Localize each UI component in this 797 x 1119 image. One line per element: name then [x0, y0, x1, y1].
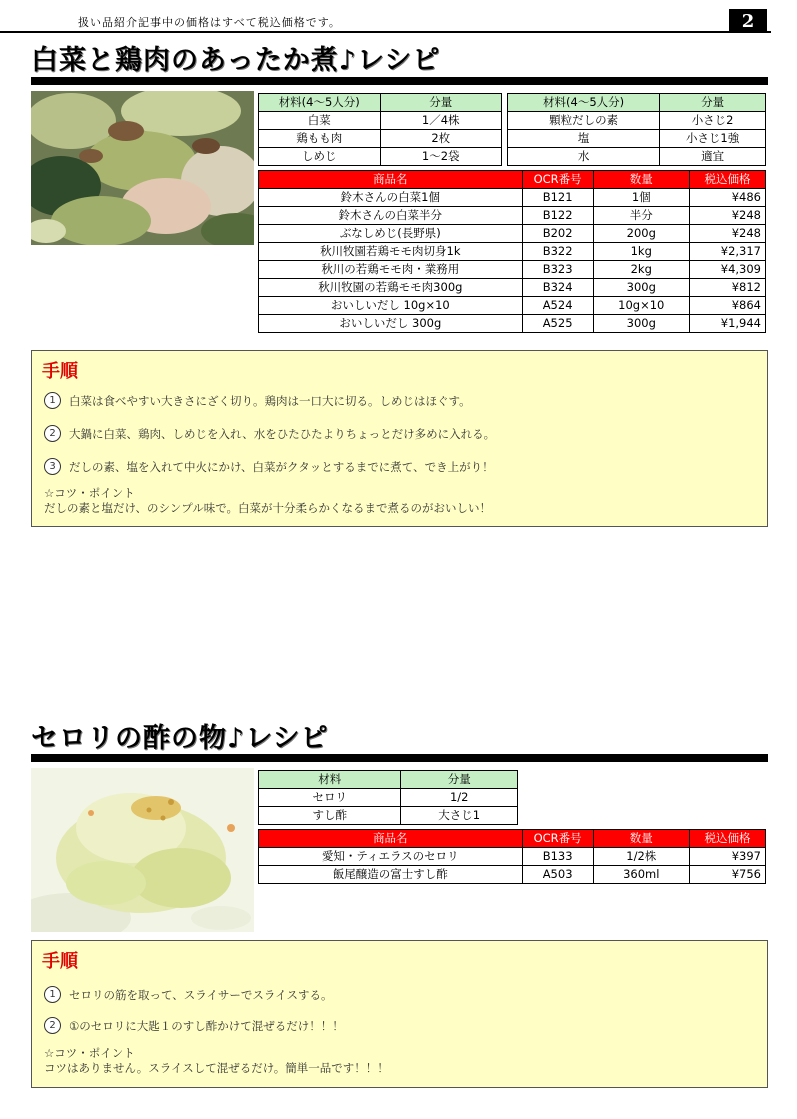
product-price: ¥4,309 — [689, 261, 765, 279]
ingredient-col-header: 材料 — [259, 771, 401, 789]
table-row — [259, 243, 766, 261]
product-price: ¥397 — [689, 848, 765, 866]
table-row — [259, 848, 766, 866]
ocr-number: B121 — [522, 189, 593, 207]
step-item — [44, 1017, 344, 1034]
step-text: 白菜は食べやすい大きさにざく切り。鶏肉は一口大に切る。しめじはほぐす。 — [69, 393, 471, 408]
step-number: 2 — [44, 425, 61, 442]
product-price: ¥248 — [689, 225, 765, 243]
tips-text: コツはありません。スライスして混ぜるだけ。簡単一品です！！！ — [44, 1061, 389, 1075]
product-price: ¥1,944 — [689, 315, 765, 333]
ingredient-name: すし酢 — [259, 807, 401, 825]
product-name: 飯尾醸造の富士すし酢 — [259, 866, 523, 884]
page-number: 2 — [729, 9, 767, 33]
table-row — [259, 207, 766, 225]
ingredient-amount: 1/2 — [401, 789, 518, 807]
ingredient-amount: 大さじ1 — [401, 807, 518, 825]
ocr-number: A524 — [522, 297, 593, 315]
recipe-2-products-table — [258, 829, 766, 884]
recipe-1-title: 白菜と鶏肉のあったか煮♪レシピ — [31, 45, 441, 76]
ocr-col-header: OCR番号 — [522, 171, 593, 189]
ingredient-amount: 小さじ2 — [660, 112, 766, 130]
price-col-header: 税込価格 — [689, 171, 765, 189]
product-price: ¥248 — [689, 207, 765, 225]
ocr-number: B322 — [522, 243, 593, 261]
product-name: 鈴木さんの白菜1個 — [259, 189, 523, 207]
steps-heading: 手順 — [42, 361, 78, 382]
table-row — [259, 866, 766, 884]
ocr-number: B323 — [522, 261, 593, 279]
step-item — [44, 392, 471, 409]
ingredient-name: 塩 — [508, 130, 660, 148]
ingredient-col-header: 材料(4～5人分) — [508, 94, 660, 112]
ocr-number: B122 — [522, 207, 593, 225]
ingredient-amount: 2枚 — [380, 130, 502, 148]
step-text: ①のセロリに大匙１のすし酢かけて混ぜるだけ！！！ — [69, 1018, 344, 1033]
ingredient-col-header: 材料(4～5人分) — [259, 94, 381, 112]
amount-col-header: 分量 — [660, 94, 766, 112]
step-number: 3 — [44, 458, 61, 475]
ocr-number: B324 — [522, 279, 593, 297]
amount-col-header: 分量 — [380, 94, 502, 112]
product-quantity: 1/2株 — [593, 848, 689, 866]
recipe-1-products-table — [258, 170, 766, 333]
recipe-1-ingredients-table-right — [507, 93, 766, 166]
product-quantity: 360ml — [593, 866, 689, 884]
product-name: ぶなしめじ(長野県) — [259, 225, 523, 243]
ingredient-name: しめじ — [259, 148, 381, 166]
recipe-2-steps-box — [31, 940, 768, 1088]
table-row — [259, 225, 766, 243]
celery-vinegared-dish-photo — [31, 768, 254, 932]
tips-text: だしの素と塩だけ、のシンプル味で。白菜が十分柔らかくなるまで煮るのがおいしい！ — [44, 501, 492, 515]
steps-heading: 手順 — [42, 951, 78, 972]
hakusai-chicken-dish-photo — [31, 91, 254, 245]
product-quantity: 1個 — [593, 189, 689, 207]
product-name: おいしいだし 10g×10 — [259, 297, 523, 315]
recipe-2-title: セロリの酢の物♪レシピ — [31, 723, 329, 754]
tips-title: ☆コツ・ポイント — [44, 486, 135, 500]
step-number: 1 — [44, 392, 61, 409]
step-item — [44, 986, 332, 1003]
product-price: ¥756 — [689, 866, 765, 884]
quantity-col-header: 数量 — [593, 171, 689, 189]
product-name: 秋川牧園の若鶏モモ肉300g — [259, 279, 523, 297]
product-quantity: 10g×10 — [593, 297, 689, 315]
ingredient-amount: 1～2袋 — [380, 148, 502, 166]
ingredient-name: 顆粒だしの素 — [508, 112, 660, 130]
recipe-2-title-bar — [31, 754, 768, 762]
step-text: だしの素、塩を入れて中火にかけ、白菜がクタッとするまでに煮て、でき上がり！ — [69, 459, 494, 474]
table-row — [259, 279, 766, 297]
ocr-number: B133 — [522, 848, 593, 866]
table-row — [259, 261, 766, 279]
product-quantity: 300g — [593, 315, 689, 333]
table-row — [259, 189, 766, 207]
step-text: セロリの筋を取って、スライサーでスライスする。 — [69, 987, 333, 1002]
ocr-number: A525 — [522, 315, 593, 333]
step-item — [44, 458, 494, 475]
product-name: 愛知・ティエラスのセロリ — [259, 848, 523, 866]
product-price: ¥864 — [689, 297, 765, 315]
price-col-header: 税込価格 — [689, 830, 765, 848]
recipe-1-steps-box — [31, 350, 768, 527]
price-notice: 扱い品紹介記事中の価格はすべて税込価格です。 — [78, 16, 341, 29]
ingredient-amount: 1／4株 — [380, 112, 502, 130]
product-quantity: 1kg — [593, 243, 689, 261]
product-name-col-header: 商品名 — [259, 171, 523, 189]
ingredient-name: 鶏もも肉 — [259, 130, 381, 148]
quantity-col-header: 数量 — [593, 830, 689, 848]
recipe-1-ingredients-table-left — [258, 93, 502, 166]
header-divider — [0, 31, 771, 33]
product-quantity: 300g — [593, 279, 689, 297]
amount-col-header: 分量 — [401, 771, 518, 789]
recipe-2-ingredients-table — [258, 770, 518, 825]
recipe-1-title-bar — [31, 77, 768, 85]
step-number: 1 — [44, 986, 61, 1003]
product-quantity: 半分 — [593, 207, 689, 225]
tips-title: ☆コツ・ポイント — [44, 1046, 135, 1060]
ocr-number: A503 — [522, 866, 593, 884]
product-name-col-header: 商品名 — [259, 830, 523, 848]
table-row — [259, 315, 766, 333]
ingredient-name: 白菜 — [259, 112, 381, 130]
ingredient-name: 水 — [508, 148, 660, 166]
product-price: ¥486 — [689, 189, 765, 207]
ingredient-name: セロリ — [259, 789, 401, 807]
product-price: ¥2,317 — [689, 243, 765, 261]
ocr-number: B202 — [522, 225, 593, 243]
ingredient-amount: 適宜 — [660, 148, 766, 166]
product-quantity: 2kg — [593, 261, 689, 279]
product-price: ¥812 — [689, 279, 765, 297]
ingredient-amount: 小さじ1強 — [660, 130, 766, 148]
step-item — [44, 425, 495, 442]
product-name: 秋川の若鶏モモ肉・業務用 — [259, 261, 523, 279]
table-row — [259, 297, 766, 315]
product-name: おいしいだし 300g — [259, 315, 523, 333]
step-text: 大鍋に白菜、鶏肉、しめじを入れ、水をひたひたよりちょっとだけ多めに入れる。 — [69, 426, 496, 441]
product-name: 鈴木さんの白菜半分 — [259, 207, 523, 225]
product-quantity: 200g — [593, 225, 689, 243]
ocr-col-header: OCR番号 — [522, 830, 593, 848]
product-name: 秋川牧園若鶏モモ肉切身1k — [259, 243, 523, 261]
step-number: 2 — [44, 1017, 61, 1034]
